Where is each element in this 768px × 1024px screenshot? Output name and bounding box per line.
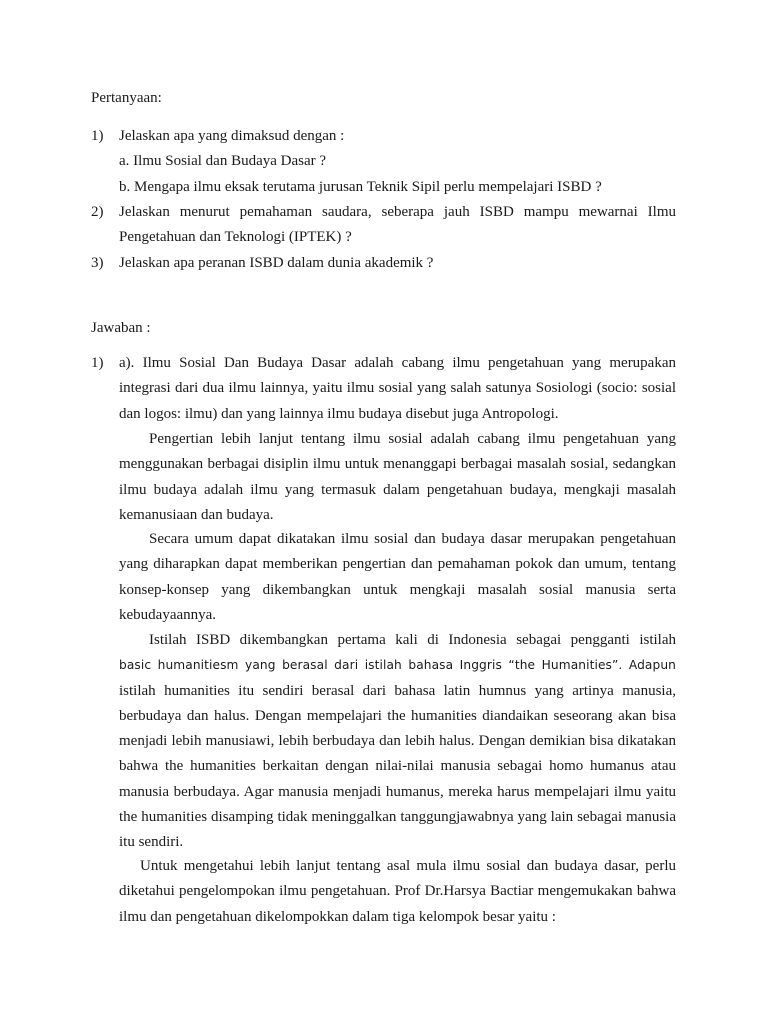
question-1a-text: a. Ilmu Sosial dan Budaya Dasar ? xyxy=(119,153,327,169)
question-1-text: Jelaskan apa yang dimaksud dengan : xyxy=(119,128,345,144)
question-number-1: 1) xyxy=(91,128,104,144)
question-3-text: Jelaskan apa peranan ISBD dalam dunia akademik ? xyxy=(119,255,434,271)
answer-paragraph-2: Pengertian lebih lanjut tentang ilmu sosial adalah cabang ilmu pengetahuan yang menggunakan berbagai disiplin ilmu untuk menanggapi berbagai masalah sosial, sedangkan ilmu budaya adalah ilmu yang termasuk dalam pengetahuan budaya, mengkaji masalah kemanusiaan dan budaya. xyxy=(119,431,676,523)
paragraph-4-rest: istilah humanities itu sendiri berasal dari bahasa latin humnus yang artinya manusia, berbudaya dan halus. Dengan mempelajari the humanities diandaikan seseorang akan bisa menjadi lebih manusiawi, lebih berbudaya dan lebih halus. Dengan demikian bisa dikatakan bahwa the humanities berkaitan dengan nilai-nilai manusia sebagai homo humanus atau manusia berbudaya. Agar manusia menjadi humanus, mereka harus mempelajari ilmu yaitu the humanities disamping tidak meninggalkan tanggungjawabnya yang lain sebagai manusia itu sendiri. xyxy=(119,682,676,851)
answer-paragraph-4 xyxy=(119,628,676,856)
question-number-2: 2) xyxy=(91,204,104,220)
question-number-3: 3) xyxy=(91,255,104,271)
answer-paragraph-1: a). Ilmu Sosial Dan Budaya Dasar adalah cabang ilmu pengetahuan yang merupakan integrasi dari dua ilmu lainnya, yaitu ilmu sosial yang salah satunya Sosiologi (socio: sosial dan logos: ilmu) dan yang lainnya ilmu budaya disebut juga Antropologi. xyxy=(119,355,676,422)
answers-heading: Jawaban : xyxy=(91,320,151,336)
paragraph-4-line-1: Istilah ISBD dikembangkan pertama kali di Indonesia sebagai pengganti istilah xyxy=(149,632,676,648)
answer-paragraph-3: Secara umum dapat dikatakan ilmu sosial dan budaya dasar merupakan pengetahuan yang diharapkan dapat memberikan pengertian dan pemahaman pokok dan umum, tentang konsep-konsep yang dikembangkan untuk mengkaji masalah sosial manusia serta kebudayaannya. xyxy=(119,531,676,623)
questions-heading: Pertanyaan: xyxy=(91,90,162,106)
question-1b-text: b. Mengapa ilmu eksak terutama jurusan Teknik Sipil perlu mempelajari ISBD ? xyxy=(119,179,602,195)
answer-number-1: 1) xyxy=(91,355,104,371)
question-2-text: Jelaskan menurut pemahaman saudara, seberapa jauh ISBD mampu mewarnai Ilmu Pengetahuan dan Teknologi (IPTEK) ? xyxy=(119,204,676,246)
answer-paragraph-5: Untuk mengetahui lebih lanjut tentang asal mula ilmu sosial dan budaya dasar, perlu diketahui pengelompokan ilmu pengetahuan. Prof Dr.Harsya Bactiar mengemukakan bahwa ilmu dan pengetahuan dikelompokkan dalam tiga kelompok besar yaitu : xyxy=(119,858,676,925)
paragraph-4-line-2: basic humanitiesm yang berasal dari istilah bahasa Inggris “the Humanities”. Adapun xyxy=(119,658,676,673)
